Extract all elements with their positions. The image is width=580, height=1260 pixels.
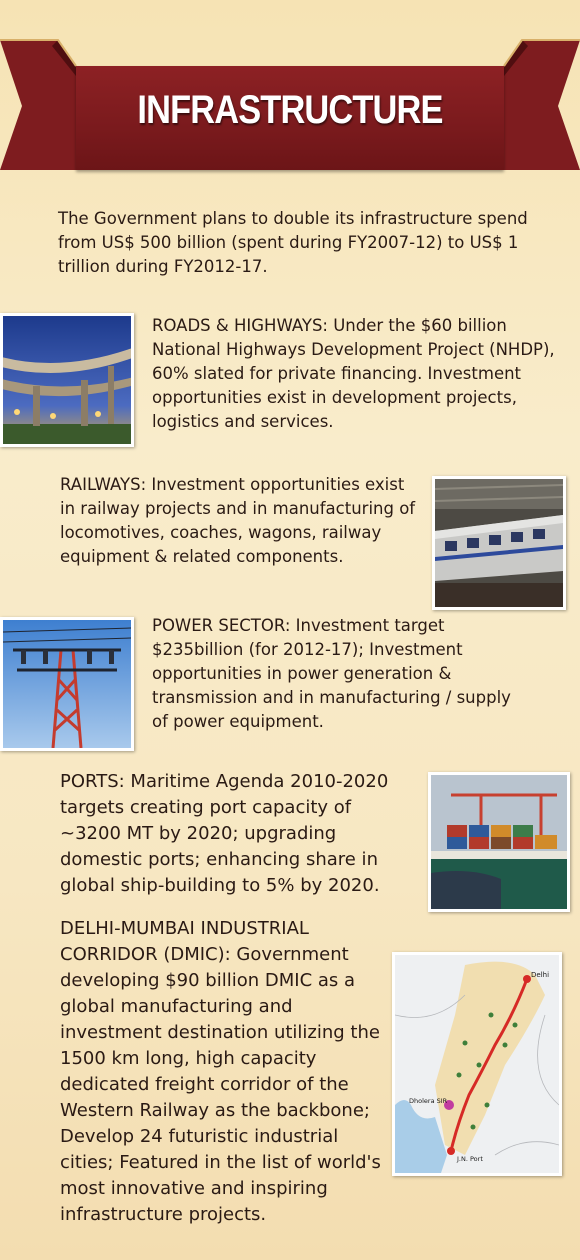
railway-photo xyxy=(432,476,566,610)
page-title: INFRASTRUCTURE xyxy=(137,88,443,132)
railways-text: RAILWAYS: Investment opportunities exist in railway projects and in manufacturing of locomotives, coaches, wagons, railway equipment & related components. xyxy=(60,475,416,566)
dmic-map xyxy=(392,952,562,1176)
power-sector-text: POWER SECTOR: Investment target $235billion (for 2012-17); Investment opportunities in power generation & transmission and in manufacturing / supply of power equipment. xyxy=(152,616,511,731)
map-label-dholera: Dholera SIR xyxy=(409,1097,448,1105)
train-coach-image xyxy=(435,479,563,607)
corridor-map-image xyxy=(395,955,559,1173)
roads-highways-text: ROADS & HIGHWAYS: Under the $60 billion National Highways Development Project (NHDP), 60% slated for private financing. Investment opportunities exist in development projects, logistics and services. xyxy=(152,316,555,431)
ports-text: PORTS: Maritime Agenda 2010-2020 targets creating port capacity of ~3200 MT by 2020; upgrading domestic ports; enhancing share in global ship-building to 5% by 2020. xyxy=(60,771,389,896)
power-tower-image xyxy=(3,620,131,748)
map-label-delhi: Delhi xyxy=(531,971,550,979)
title-banner xyxy=(0,30,580,170)
highway-image xyxy=(3,316,131,444)
dmic-text: DELHI-MUMBAI INDUSTRIAL CORRIDOR (DMIC): Government developing $90 billion DMIC as a global manufacturing and investment destination utilizing the 1500 km long, high capacity dedicated freight corridor of the Western Railway as the backbone; Develop 24 futuristic industrial cities; Featured in the list of world's most innovative and inspiring infrastructure projects. xyxy=(60,918,381,1225)
container-ship-image xyxy=(431,775,567,909)
intro-text: The Government plans to double its infrastructure spend from US$ 500 billion (spent during FY2007-12) to US$ 1 trillion during FY2012-17. xyxy=(58,209,528,276)
ports-photo xyxy=(428,772,570,912)
highway-photo xyxy=(0,313,134,447)
map-label-jnport: J.N. Port xyxy=(457,1155,483,1163)
power-photo xyxy=(0,617,134,751)
